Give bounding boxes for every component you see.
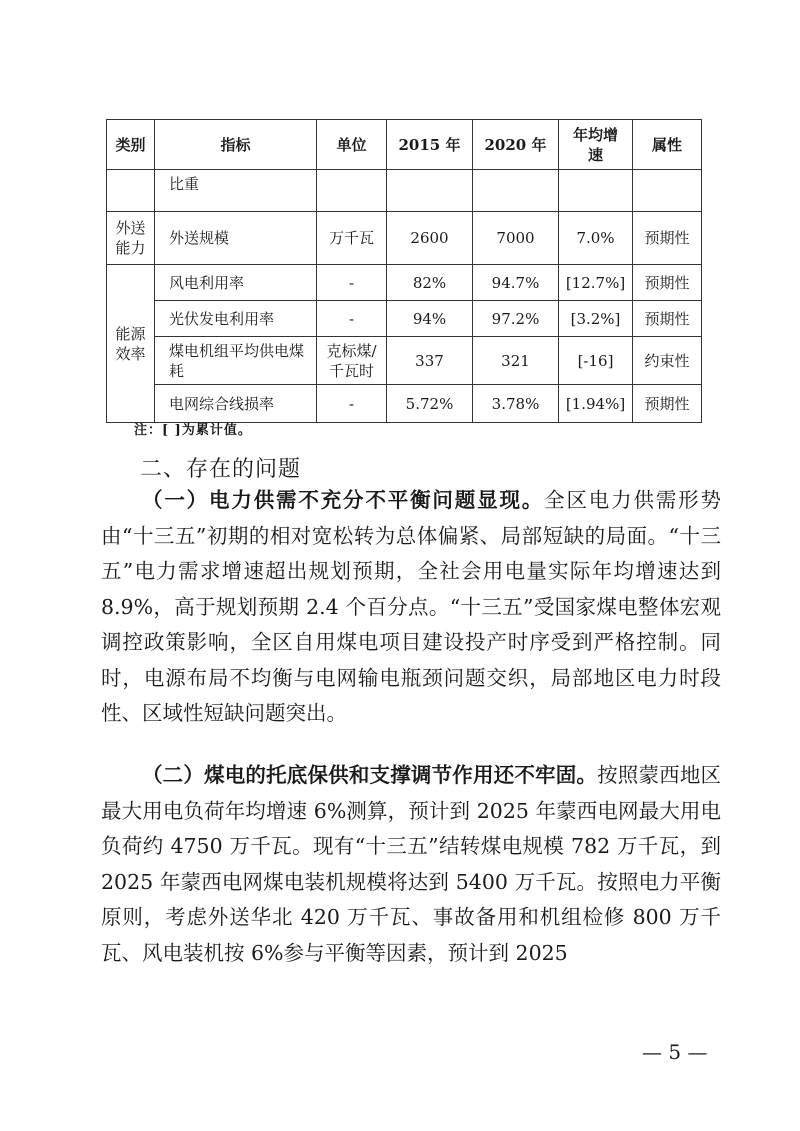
cell-unit: - — [317, 385, 387, 423]
cell-unit: - — [317, 265, 387, 301]
cell-2020: 7000 — [473, 212, 559, 265]
cell-indicator: 外送规模 — [155, 212, 317, 265]
table-row — [107, 301, 702, 337]
cell-attribute: 预期性 — [633, 385, 702, 423]
page-number: — 5 — — [642, 1040, 708, 1064]
cell-2015: 337 — [387, 337, 473, 385]
cell-attribute — [633, 170, 702, 212]
header-2020: 2020 年 — [473, 120, 559, 170]
cell-unit: 万千瓦 — [317, 212, 387, 265]
cell-2015: 82% — [387, 265, 473, 301]
paragraph — [101, 758, 721, 971]
cell-category: 外送能力 — [107, 212, 155, 265]
cell-attribute: 预期性 — [633, 265, 702, 301]
cell-2020: 3.78% — [473, 385, 559, 423]
header-attribute: 属性 — [633, 120, 702, 170]
paragraph-body: 按照蒙西地区最大用电负荷年均增速 6%测算，预计到 2025 年蒙西电网最大用电负荷约 4750 万千瓦。现有“十三五”结转煤电规模 782 万千瓦，到 2025 年蒙西电网煤电装机规模将达到 5400 万千瓦。按照电力平衡原则，考虑外送华北 420 万千瓦、事故备用和机组检修 800 万千瓦、风电装机按 6%参与平衡等因素，预计到 2025 — [101, 763, 722, 965]
header-growth: 年均增速 — [559, 120, 633, 170]
cell-indicator: 煤电机组平均供电煤耗 — [155, 337, 317, 385]
cell-2015 — [387, 170, 473, 212]
cell-2015: 2600 — [387, 212, 473, 265]
cell-growth: [1.94%] — [559, 385, 633, 423]
cell-indicator: 风电利用率 — [155, 265, 317, 301]
cell-category — [107, 170, 155, 212]
paragraph — [101, 483, 721, 732]
table-row — [107, 337, 702, 385]
cell-indicator: 电网综合线损率 — [155, 385, 317, 423]
cell-growth: 7.0% — [559, 212, 633, 265]
cell-indicator: 光伏发电利用率 — [155, 301, 317, 337]
table-row — [107, 385, 702, 423]
cell-growth: [3.2%] — [559, 301, 633, 337]
table-header-row — [107, 120, 702, 170]
cell-unit: 克标煤/千瓦时 — [317, 337, 387, 385]
cell-2015: 94% — [387, 301, 473, 337]
cell-attribute: 约束性 — [633, 337, 702, 385]
header-indicator: 指标 — [155, 120, 317, 170]
header-category: 类别 — [107, 120, 155, 170]
paragraph-body: 全区电力供需形势由“十三五”初期的相对宽松转为总体偏紧、局部短缺的局面。“十三五”电力需求增速超出规划预期，全社会用电量实际年均增速达到 8.9%，高于规划预期 2.4 个百分点。“十三五”受国家煤电整体宏观调控政策影响，全区自用煤电项目建设投产时序受到严格控制。同时，电源布局不均衡与电网输电瓶颈问题交织，局部地区电力时段性、区域性短缺问题突出。 — [101, 488, 722, 725]
cell-indicator: 比重 — [155, 170, 317, 212]
cell-growth: [-16] — [559, 337, 633, 385]
cell-unit — [317, 170, 387, 212]
header-unit: 单位 — [317, 120, 387, 170]
section-title: 二、存在的问题 — [140, 457, 302, 482]
table-row — [107, 212, 702, 265]
table-row — [107, 170, 702, 212]
header-2015: 2015 年 — [387, 120, 473, 170]
paragraph-heading: （一）电力供需不充分不平衡问题显现。 — [142, 488, 545, 512]
cell-2020: 94.7% — [473, 265, 559, 301]
cell-growth — [559, 170, 633, 212]
cell-2020: 321 — [473, 337, 559, 385]
cell-unit: - — [317, 301, 387, 337]
cell-attribute: 预期性 — [633, 301, 702, 337]
paragraph-heading: （二）煤电的托底保供和支撑调节作用还不牢固。 — [142, 763, 598, 787]
table-note: 注：[ ]为累计值。 — [134, 423, 252, 438]
cell-2015: 5.72% — [387, 385, 473, 423]
cell-growth: [12.7%] — [559, 265, 633, 301]
cell-attribute: 预期性 — [633, 212, 702, 265]
cell-2020: 97.2% — [473, 301, 559, 337]
indicator-table — [106, 119, 702, 423]
cell-category: 能源效率 — [107, 265, 155, 423]
cell-2020 — [473, 170, 559, 212]
table-row — [107, 265, 702, 301]
